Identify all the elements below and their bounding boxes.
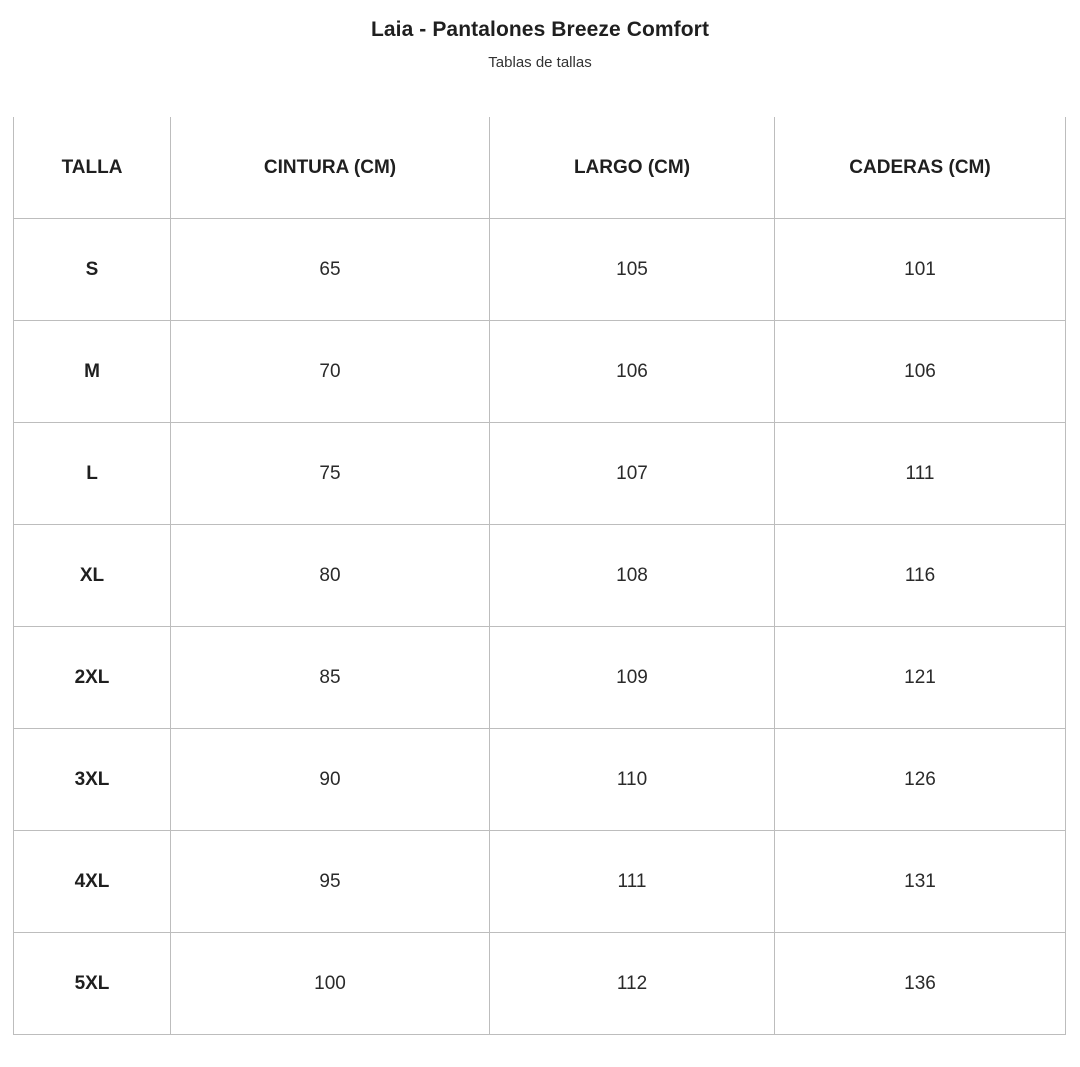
table-row — [14, 219, 1066, 321]
hips-cell: 131 — [775, 831, 1066, 933]
size-cell: XL — [14, 525, 171, 627]
hips-cell: 101 — [775, 219, 1066, 321]
page-subtitle: Tablas de tallas — [488, 54, 592, 71]
length-cell: 108 — [490, 525, 775, 627]
size-cell: 3XL — [14, 729, 171, 831]
hips-cell: 126 — [775, 729, 1066, 831]
hips-cell: 121 — [775, 627, 1066, 729]
waist-cell: 75 — [171, 423, 490, 525]
column-header-caderas: CADERAS (CM) — [775, 117, 1066, 219]
waist-cell: 80 — [171, 525, 490, 627]
size-cell: 2XL — [14, 627, 171, 729]
hips-cell: 116 — [775, 525, 1066, 627]
column-header-largo: LARGO (CM) — [490, 117, 775, 219]
waist-cell: 100 — [171, 933, 490, 1035]
waist-cell: 90 — [171, 729, 490, 831]
size-cell: L — [14, 423, 171, 525]
table-row — [14, 831, 1066, 933]
size-table — [13, 117, 1066, 1035]
column-header-talla: TALLA — [14, 117, 171, 219]
length-cell: 109 — [490, 627, 775, 729]
waist-cell: 95 — [171, 831, 490, 933]
size-cell: 4XL — [14, 831, 171, 933]
length-cell: 112 — [490, 933, 775, 1035]
size-cell: S — [14, 219, 171, 321]
table-row — [14, 525, 1066, 627]
table-row — [14, 627, 1066, 729]
table-row — [14, 321, 1066, 423]
table-row — [14, 423, 1066, 525]
length-cell: 110 — [490, 729, 775, 831]
column-header-cintura: CINTURA (CM) — [171, 117, 490, 219]
size-cell: M — [14, 321, 171, 423]
size-chart — [13, 117, 1065, 1035]
table-row — [14, 729, 1066, 831]
hips-cell: 106 — [775, 321, 1066, 423]
hips-cell: 136 — [775, 933, 1066, 1035]
length-cell: 107 — [490, 423, 775, 525]
waist-cell: 65 — [171, 219, 490, 321]
size-cell: 5XL — [14, 933, 171, 1035]
table-body — [14, 219, 1066, 1035]
page-title: Laia - Pantalones Breeze Comfort — [370, 18, 710, 41]
length-cell: 105 — [490, 219, 775, 321]
waist-cell: 70 — [171, 321, 490, 423]
waist-cell: 85 — [171, 627, 490, 729]
table-header — [14, 117, 1066, 219]
length-cell: 106 — [490, 321, 775, 423]
header-row — [14, 117, 1066, 219]
table-row — [14, 933, 1066, 1035]
hips-cell: 111 — [775, 423, 1066, 525]
length-cell: 111 — [490, 831, 775, 933]
